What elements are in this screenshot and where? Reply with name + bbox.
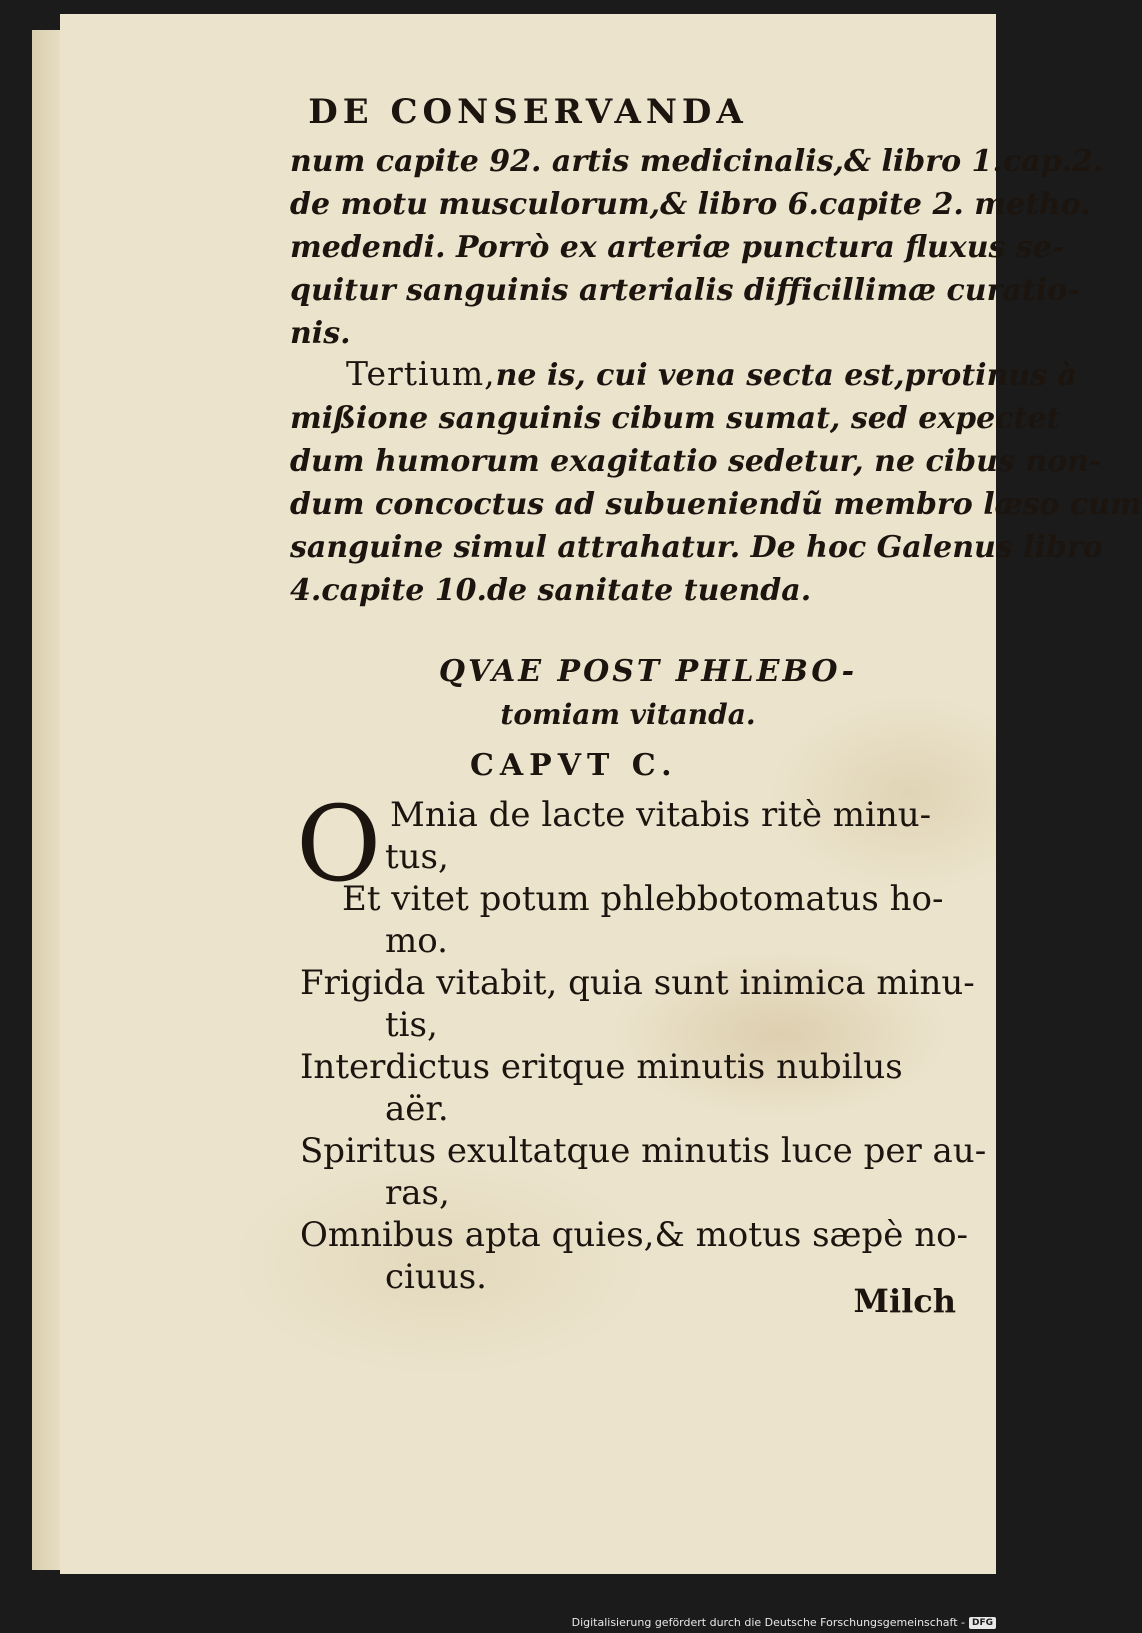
- text-line: quitur sanguinis arterialis difficillimæ curatio-: [290, 273, 1080, 308]
- credit-text: Digitalisierung gefördert durch die Deutsche Forschungsgemeinschaft -: [571, 1616, 965, 1629]
- poem-line: tus,: [385, 837, 449, 877]
- poem-line: Interdictus eritque minutis nubilus: [300, 1047, 903, 1087]
- text-line: de motu musculorum,& libro 6.capite 2. metho.: [290, 187, 1091, 222]
- poem-line: Frigida vitabit, quia sunt inimica minu-: [300, 963, 975, 1003]
- running-header: DE CONSERVANDA: [308, 92, 748, 132]
- chapter-subtitle: tomiam vitanda.: [500, 698, 756, 731]
- poem-line: Omnibus apta quies,& motus sæpè no-: [300, 1215, 969, 1255]
- intro-word: Tertium,: [346, 354, 496, 393]
- poem-line: ras,: [385, 1173, 450, 1213]
- text-line: medendi. Porrò ex arteriæ punctura fluxus se-: [290, 230, 1065, 265]
- poem-line: Spiritus exultatque minutis luce per au-: [300, 1131, 987, 1171]
- drop-cap: O: [296, 783, 382, 905]
- paragraph-tertium: [290, 352, 1142, 612]
- paragraph-continuation: [290, 140, 1104, 355]
- text-line: sanguine simul attrahatur. De hoc Galenus libro: [290, 530, 1103, 565]
- text-line: nis.: [290, 316, 351, 351]
- chapter-title: QVAE POST PHLEBO-: [438, 654, 858, 689]
- text-line-rest: ne is, cui vena secta est,protinus à: [495, 358, 1077, 393]
- text-line: dum concoctus ad subueniendũ membro læso cum: [290, 487, 1142, 522]
- chapter-number: CAPVT C.: [470, 748, 678, 783]
- poem-line: ciuus.: [385, 1257, 487, 1297]
- poem-line: tis,: [385, 1005, 438, 1045]
- dfg-logo: DFG: [969, 1617, 996, 1629]
- text-line: 4.capite 10.de sanitate tuenda.: [290, 573, 812, 608]
- catchword: Milch: [853, 1282, 956, 1320]
- poem-line: Et vitet potum phlebbotomatus ho-: [342, 879, 944, 919]
- text-line: [290, 352, 1077, 397]
- digitization-credit: [572, 1616, 996, 1629]
- poem: [300, 794, 990, 1298]
- book-page: [60, 14, 1142, 1574]
- poem-line: Mnia de lacte vitabis ritè minu-: [390, 795, 932, 835]
- poem-line: aër.: [385, 1089, 449, 1129]
- text-line: mißione sanguinis cibum sumat, sed expectet: [290, 401, 1061, 436]
- text-line: dum humorum exagitatio sedetur, ne cibus non-: [290, 444, 1102, 479]
- poem-line: mo.: [385, 921, 448, 961]
- text-line: num capite 92. artis medicinalis,& libro 1.cap.2.: [290, 144, 1104, 179]
